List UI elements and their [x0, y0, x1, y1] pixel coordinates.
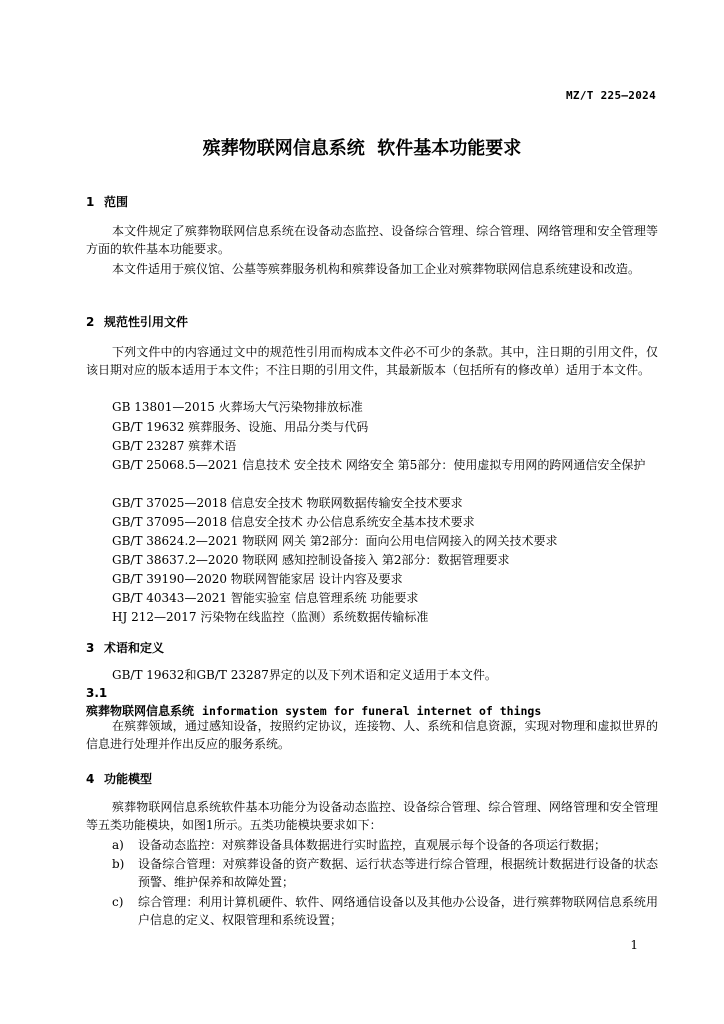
normative-reference: GB/T 37095—2018 信息安全技术 办公信息系统安全基本技术要求: [112, 515, 475, 529]
section-title: 功能模型: [104, 772, 153, 786]
normative-reference: GB/T 38624.2—2021 物联网 网关 第2部分：面向公用电信网接入的网关技术要求: [112, 534, 558, 548]
normative-reference: GB/T 25068.5—2021 信息技术 安全技术 网络安全 第5部分：使用虚拟专用网的跨网通信安全保护: [112, 458, 646, 472]
section-number: 1: [86, 195, 95, 209]
paragraph: 殡葬物联网信息系统软件基本功能分为设备动态监控、设备综合管理、综合管理、网络管理和安全管理等五类功能模块，如图1所示。五类功能模块要求如下：: [86, 800, 658, 832]
section-number: 2: [86, 315, 95, 329]
standard-code: MZ/T 225—2024: [566, 89, 656, 102]
list-item: [112, 836, 658, 854]
normative-reference: GB/T 37025—2018 信息安全技术 物联网数据传输安全技术要求: [112, 496, 463, 510]
normative-reference: HJ 212—2017 污染物在线监控（监测）系统数据传输标准: [112, 610, 429, 624]
list-marker: a): [112, 838, 124, 852]
term-english: information system for funeral internet of things: [202, 704, 542, 718]
paragraph: GB/T 19632和GB/T 23287界定的以及下列术语和定义适用于本文件。: [112, 668, 497, 682]
section-3-heading: [86, 639, 164, 656]
clause-number: 3.1: [86, 686, 108, 700]
normative-reference: GB/T 40343—2021 智能实验室 信息管理系统 功能要求: [112, 591, 419, 605]
normative-reference: GB/T 19632 殡葬服务、设施、用品分类与代码: [112, 420, 369, 434]
section-title: 术语和定义: [104, 641, 165, 655]
paragraph: 本文件适用于殡仪馆、公墓等殡葬服务机构和殡葬设备加工企业对殡葬物联网信息系统建设和改造。: [112, 262, 641, 276]
section-number: 4: [86, 772, 95, 786]
list-marker: b): [112, 857, 125, 871]
paragraph: 本文件规定了殡葬物联网信息系统在设备动态监控、设备综合管理、综合管理、网络管理和安全管理等方面的软件基本功能要求。: [86, 224, 658, 256]
paragraph: 下列文件中的内容通过文中的规范性引用而构成本文件必不可少的条款。其中，注日期的引用文件，仅该日期对应的版本适用于本文件；不注日期的引用文件，其最新版本（包括所有的修改单）适用于本文件。: [86, 345, 658, 377]
list-marker: c): [112, 895, 124, 909]
section-number: 3: [86, 641, 95, 655]
section-1-heading: [86, 193, 128, 210]
page-number: 1: [630, 938, 638, 952]
normative-reference: GB/T 38637.2—2020 物联网 感知控制设备接入 第2部分：数据管理要求: [112, 553, 510, 567]
normative-reference: GB/T 39190—2020 物联网智能家居 设计内容及要求: [112, 572, 403, 586]
term-definition: 在殡葬领域，通过感知设备，按照约定协议，连接物、人、系统和信息资源，实现对物理和虚拟世界的信息进行处理并作出反应的服务系统。: [86, 719, 658, 751]
list-text: 设备动态监控：对殡葬设备具体数据进行实时监控，直观展示每个设备的各项运行数据；: [138, 838, 607, 852]
list-item: [112, 893, 658, 929]
term-chinese: 殡葬物联网信息系统: [86, 704, 195, 718]
normative-reference: GB/T 23287 殡葬术语: [112, 439, 237, 453]
list-text: 设备综合管理：对殡葬设备的资产数据、运行状态等进行综合管理，根据统计数据进行设备的状态预警、维护保养和故障处置；: [138, 857, 658, 889]
normative-reference: GB 13801—2015 火葬场大气污染物排放标准: [112, 400, 363, 414]
section-4-heading: [86, 770, 152, 787]
section-title: 范围: [104, 195, 129, 209]
section-2-heading: [86, 313, 188, 330]
list-item: [112, 855, 658, 891]
list-text: 综合管理：利用计算机硬件、软件、网络通信设备以及其他办公设备，进行殡葬物联网信息系统用户信息的定义、权限管理和系统设置；: [138, 895, 658, 927]
section-title: 规范性引用文件: [104, 315, 189, 329]
document-title: 殡葬物联网信息系统 软件基本功能要求: [202, 138, 522, 159]
